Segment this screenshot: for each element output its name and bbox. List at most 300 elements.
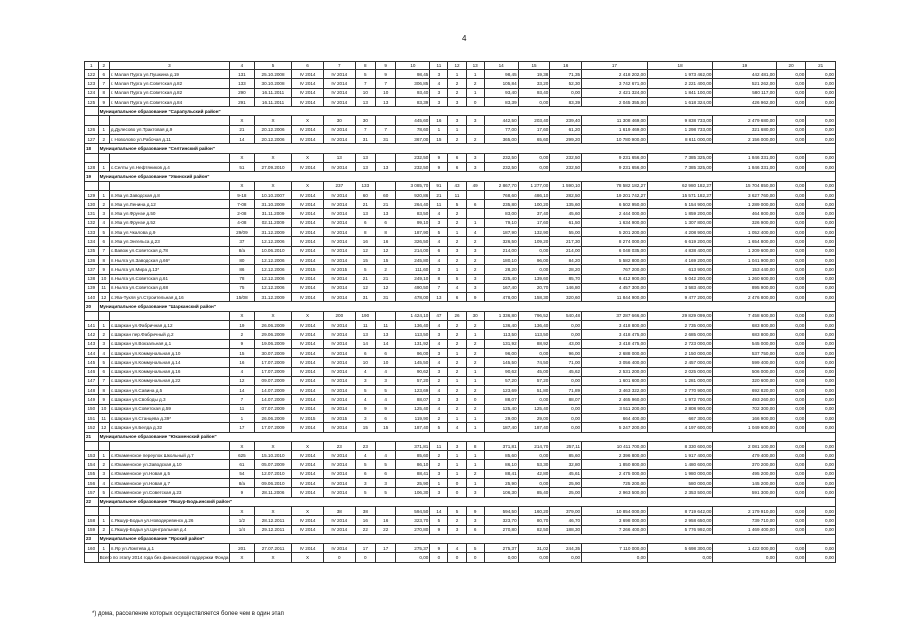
table-cell: 71,00	[550, 358, 582, 367]
column-number-cell: 10	[396, 62, 430, 70]
table-cell: 1	[448, 413, 466, 422]
table-cell: 3	[430, 97, 448, 106]
table-cell: г. Малая Пурга ул.Советская д.84	[109, 97, 229, 106]
table-cell: IV 2014	[323, 255, 355, 264]
table-cell: 19,38	[518, 70, 550, 79]
table-cell: 3 583 400,00	[647, 283, 713, 292]
table-cell: 594,50	[484, 506, 518, 515]
table-cell: 5	[430, 423, 448, 432]
table-cell: 0,00	[776, 283, 805, 292]
table-cell: 96,00	[396, 348, 430, 357]
table-cell: 0,00	[776, 125, 805, 134]
table-cell: 0,00	[776, 153, 805, 162]
table-cell: 1 619 469,00	[582, 125, 648, 134]
table-cell: 2	[448, 88, 466, 97]
table-cell: 1 052 400,00	[713, 228, 776, 237]
table-cell: IV 2015	[292, 265, 324, 274]
table-cell: 37,40	[518, 209, 550, 218]
table-cell: с.Селты ул.Нефтяников д.4	[109, 162, 229, 171]
table-cell: 111,60	[396, 265, 430, 274]
table-cell: 147	[85, 376, 99, 385]
table-cell: IV 2014	[292, 451, 324, 460]
table-cell: 5 247 200,00	[582, 423, 648, 432]
table-cell	[466, 209, 484, 218]
table-cell: 1	[98, 516, 109, 525]
table-row	[85, 413, 836, 422]
table-cell: 479 400,00	[713, 451, 776, 460]
table-cell: 158,30	[518, 293, 550, 302]
table-cell: 2 465 960,00	[582, 395, 648, 404]
table-cell: 10 411 700,00	[582, 441, 648, 450]
table-cell: 0,00	[776, 246, 805, 255]
table-cell: 12	[229, 376, 254, 385]
table-cell: 1 289 000,00	[713, 200, 776, 209]
table-cell: 4	[430, 209, 448, 218]
table-cell: X	[292, 181, 324, 190]
table-cell: 5	[376, 488, 396, 497]
table-cell: 146	[85, 367, 99, 376]
table-cell: 88,07	[550, 395, 582, 404]
table-cell: 2 685 000,00	[647, 330, 713, 339]
table-cell: 17	[229, 423, 254, 432]
table-row	[85, 339, 836, 348]
table-cell: 1	[466, 70, 484, 79]
table-cell: 6	[466, 200, 484, 209]
table-cell: 5 042 200,00	[647, 274, 713, 283]
table-cell: 188,30	[550, 525, 582, 534]
table-cell: 10	[376, 88, 396, 97]
table-cell: 667 300,00	[647, 413, 713, 422]
table-cell: 0,00	[713, 553, 776, 562]
table-cell: д.Дулесово ул.Трактовая д.9	[109, 125, 229, 134]
table-cell: 14.07.2009	[254, 395, 291, 404]
table-cell: 664 400,00	[582, 413, 648, 422]
table-cell: г. Малая Пурга ул.Советская д.82	[109, 88, 229, 97]
table-cell: X	[254, 116, 291, 125]
table-cell	[98, 153, 109, 162]
table-cell	[85, 116, 99, 125]
table-cell: 201	[229, 544, 254, 553]
table-row	[85, 479, 836, 488]
table-cell: IV 2014	[323, 190, 355, 199]
table-row	[85, 488, 836, 497]
table-cell: 291	[229, 97, 254, 106]
table-cell: 0,00	[806, 413, 836, 422]
table-cell: 49	[466, 181, 484, 190]
table-cell: 0,00	[518, 265, 550, 274]
section-title: Муниципальное образование "Якшур-Бодьинский район"	[98, 497, 835, 506]
table-cell: 09.07.2009	[254, 376, 291, 385]
table-cell: 1	[466, 479, 484, 488]
table-cell: IV 2014	[292, 162, 324, 171]
table-cell: 7	[376, 125, 396, 134]
table-cell: 0,00	[518, 97, 550, 106]
table-cell: 237	[323, 181, 355, 190]
table-cell: 3 742 671,00	[582, 79, 648, 88]
table-cell: 0,00	[776, 413, 805, 422]
table-cell: 1	[448, 228, 466, 237]
table-cell: 9	[229, 339, 254, 348]
table-row	[85, 190, 836, 199]
table-cell: 15	[229, 348, 254, 357]
table-cell: 4	[355, 395, 375, 404]
table-cell: 0	[448, 553, 466, 562]
table-cell: 131,92	[484, 339, 518, 348]
table-cell: 136,40	[518, 321, 550, 330]
table-cell: 3	[430, 70, 448, 79]
table-cell: 98,45	[484, 70, 518, 79]
table-cell: п.Нылга ул.Советская д.68	[109, 283, 229, 292]
table-cell: IV 2014	[323, 246, 355, 255]
table-cell: 3	[98, 209, 109, 218]
table-cell: 25,90	[484, 479, 518, 488]
table-cell: 0,00	[806, 237, 836, 246]
table-cell: 0,00	[806, 265, 836, 274]
table-cell: 493 260,00	[713, 395, 776, 404]
table-cell: 0,00	[806, 200, 836, 209]
table-cell: 20	[85, 302, 99, 311]
table-cell: 21	[376, 274, 396, 283]
table-cell: 85,60	[484, 451, 518, 460]
table-cell: 0,00	[806, 553, 836, 562]
table-cell: 0,00	[806, 358, 836, 367]
table-row	[85, 125, 836, 134]
table-cell	[376, 441, 396, 450]
table-cell: 0,00	[806, 181, 836, 190]
table-row	[85, 376, 836, 385]
table-cell: 11	[229, 404, 254, 413]
table-cell: 1 422 000,00	[713, 544, 776, 553]
table-cell: 1	[466, 218, 484, 227]
table-cell: 23	[323, 441, 355, 450]
table-cell: 167,40	[484, 283, 518, 292]
table-cell: IV 2014	[292, 339, 324, 348]
table-cell: 3	[430, 330, 448, 339]
table-cell: 85,70	[550, 274, 582, 283]
table-cell: 2 770 900,00	[647, 386, 713, 395]
table-cell: 28.11.2006	[254, 488, 291, 497]
table-cell: 7	[430, 283, 448, 292]
table-cell: IV 2014	[323, 488, 355, 497]
table-cell: 83,39	[484, 97, 518, 106]
table-cell: 17,60	[518, 218, 550, 227]
table-cell: 3	[355, 413, 375, 422]
table-cell: 6	[355, 469, 375, 478]
table-cell: 683 800,00	[713, 330, 776, 339]
table-cell: 113,50	[396, 330, 430, 339]
table-cell: IV 2014	[292, 469, 324, 478]
table-cell: 0,00	[806, 79, 836, 88]
table-cell: 371,81	[396, 441, 430, 450]
table-cell: 25,00	[550, 488, 582, 497]
table-cell: 0,00	[776, 367, 805, 376]
table-cell: п.Ува ул.Фрунзе д.52	[109, 218, 229, 227]
table-cell: 5	[98, 358, 109, 367]
table-cell: 1	[466, 330, 484, 339]
table-cell: 15 704 850,00	[713, 181, 776, 190]
table-cell: 4	[448, 423, 466, 432]
table-row	[85, 265, 836, 274]
table-cell: 17,60	[518, 125, 550, 134]
table-cell: IV 2015	[323, 265, 355, 274]
table-row	[85, 88, 836, 97]
table-cell: 131	[85, 209, 99, 218]
table-cell: 3	[448, 116, 466, 125]
table-cell: IV 2014	[292, 209, 324, 218]
table-cell: 3	[466, 274, 484, 283]
table-cell: 702 300,00	[713, 404, 776, 413]
table-cell: 0,00	[776, 181, 805, 190]
table-cell: 10	[98, 274, 109, 283]
table-cell: 18	[85, 144, 99, 153]
table-cell: 426 962,00	[713, 97, 776, 106]
table-cell: 1	[98, 451, 109, 460]
table-cell: 37 287 666,00	[582, 311, 648, 320]
table-cell: 3 463 322,00	[582, 386, 648, 395]
table-cell: 83,00	[484, 209, 518, 218]
table-cell: 32,80	[550, 460, 582, 469]
table-cell: 85,60	[550, 451, 582, 460]
table-cell: 3	[448, 97, 466, 106]
table-cell: 6 048 035,00	[582, 246, 648, 255]
table-cell: 141	[85, 321, 99, 330]
table-cell: 232,50	[550, 153, 582, 162]
table-cell: 22	[376, 525, 396, 534]
table-cell: 371,81	[484, 441, 518, 450]
table-cell	[376, 116, 396, 125]
table-cell: 232,50	[396, 153, 430, 162]
table-cell: 0,00	[776, 88, 805, 97]
table-row	[85, 367, 836, 376]
table-cell: 445,60	[396, 116, 430, 125]
table-cell: 3	[430, 395, 448, 404]
table-cell: 15.10.2010	[254, 451, 291, 460]
table-cell: 45,61	[550, 469, 582, 478]
table-cell: 31.12.2009	[254, 228, 291, 237]
table-cell: IV 2014	[323, 544, 355, 553]
table-cell: 2	[466, 348, 484, 357]
table-cell: 3	[376, 479, 396, 488]
table-row	[85, 423, 836, 432]
table-cell: 20,70	[518, 283, 550, 292]
table-cell: с.Юкаменское переулок Школьный д.7	[109, 451, 229, 460]
table-cell: X	[292, 311, 324, 320]
table-cell: 521 262,00	[713, 79, 776, 88]
table-cell: 21	[355, 200, 375, 209]
table-cell: 0,00	[806, 460, 836, 469]
table-cell: 4	[355, 451, 375, 460]
table-cell: 379,00	[550, 506, 582, 515]
table-cell: 2 808 900,00	[647, 404, 713, 413]
table-row	[85, 460, 836, 469]
table-cell: 8	[355, 228, 375, 237]
table-cell: 0,00	[484, 553, 518, 562]
table-row	[85, 209, 836, 218]
table-cell: 1 307 800,00	[647, 218, 713, 227]
table-cell: 2	[98, 460, 109, 469]
section-row	[85, 107, 836, 116]
table-cell: 0,00	[518, 162, 550, 171]
table-cell: 0,00	[776, 423, 805, 432]
table-cell: 5	[98, 228, 109, 237]
table-cell	[85, 181, 99, 190]
table-cell: 0	[448, 488, 466, 497]
table-cell: 21	[85, 432, 99, 441]
table-cell: 125,40	[484, 404, 518, 413]
table-cell: с.Шаркан ул.Вокзальная д.1	[109, 339, 229, 348]
table-cell: 0,00	[806, 255, 836, 264]
table-cell: 5	[430, 516, 448, 525]
table-cell: IV 2014	[292, 246, 324, 255]
table-cell: 62 980 182,27	[647, 181, 713, 190]
table-cell: 9	[376, 70, 396, 79]
table-cell: IV 2014	[323, 283, 355, 292]
table-cell: 15/08	[229, 293, 254, 302]
column-number-cell: 11	[430, 62, 448, 70]
table-cell: 506 000,00	[713, 367, 776, 376]
table-cell: 159	[85, 525, 99, 534]
table-cell: 27.07.2011	[254, 544, 291, 553]
table-cell: 0,00	[518, 451, 550, 460]
table-cell: 19 201 742,27	[582, 190, 648, 199]
table-cell: X	[254, 181, 291, 190]
table-cell: 29/09	[229, 228, 254, 237]
table-cell: 1	[466, 376, 484, 385]
table-cell: 0,00	[776, 441, 805, 450]
table-cell: 9 231 656,00	[582, 162, 648, 171]
table-cell: 464 800,00	[713, 209, 776, 218]
table-cell: 1	[466, 451, 484, 460]
table-cell: 51	[229, 162, 254, 171]
table-cell: 187,90	[484, 228, 518, 237]
table-cell: 235,80	[484, 200, 518, 209]
table-cell: 119,90	[396, 413, 430, 422]
table-cell: 46,70	[550, 516, 582, 525]
section-title: Муниципальное образование "Увинский район"	[98, 172, 835, 181]
table-cell: 2	[466, 135, 484, 144]
table-cell: 113,50	[518, 330, 550, 339]
table-cell: IV 2014	[292, 367, 324, 376]
section-title: Муниципальное образование "Шарканский район"	[98, 302, 835, 311]
table-cell: 0,00	[550, 553, 582, 562]
table-cell: 6	[98, 367, 109, 376]
table-cell: 3	[448, 525, 466, 534]
table-cell: 4	[430, 255, 448, 264]
table-cell: X	[229, 116, 254, 125]
table-cell: 166 900,00	[713, 413, 776, 422]
table-cell: 136,40	[484, 321, 518, 330]
table-cell: 22	[355, 525, 375, 534]
table-cell: 37	[229, 237, 254, 246]
table-cell: 1/4	[229, 525, 254, 534]
table-cell: 4 197 600,00	[647, 423, 713, 432]
table-cell: с.Юкаменское ул.Заводская д.10	[109, 460, 229, 469]
table-cell: 7 458 600,00	[713, 311, 776, 320]
section-row	[85, 302, 836, 311]
table-cell: 28,20	[484, 265, 518, 274]
table-cell: 1 260 600,00	[713, 274, 776, 283]
table-cell: 1 049 600,00	[713, 423, 776, 432]
table-cell: 5	[466, 544, 484, 553]
column-number-row	[85, 62, 836, 70]
table-cell: IV 2014	[323, 274, 355, 283]
table-cell: 0,00	[550, 330, 582, 339]
table-row	[85, 153, 836, 162]
table-cell: Всего по этапу 2014 года без финансовой поддержки Фонда	[98, 553, 109, 562]
table-cell	[109, 153, 229, 162]
table-cell: 23	[355, 441, 375, 450]
table-cell: 3	[448, 395, 466, 404]
table-cell: 4	[430, 321, 448, 330]
table-cell	[109, 116, 229, 125]
table-row	[85, 97, 836, 106]
table-cell: 580 117,00	[713, 88, 776, 97]
table-cell: 25.10.2008	[254, 70, 291, 79]
table-cell: 3	[430, 469, 448, 478]
table-cell: 9	[229, 488, 254, 497]
table-row	[85, 441, 836, 450]
table-cell: 31.11.2009	[254, 209, 291, 218]
table-cell: IV 2014	[323, 218, 355, 227]
table-cell: 0,00	[776, 386, 805, 395]
table-cell: 23	[85, 534, 99, 543]
table-cell: 6	[376, 469, 396, 478]
table-cell: 365,00	[484, 135, 518, 144]
table-cell: 8	[98, 88, 109, 97]
table-cell: 16.11.2011	[254, 97, 291, 106]
table-cell: 11	[448, 190, 466, 199]
table-cell: 187,40	[484, 423, 518, 432]
table-cell: 3	[355, 376, 375, 385]
table-cell: 5	[376, 386, 396, 395]
table-cell: 09.06.2010	[254, 479, 291, 488]
table-cell: IV 2014	[323, 516, 355, 525]
table-cell: 326,50	[484, 237, 518, 246]
table-cell: 895 900,00	[713, 283, 776, 292]
table-cell: 10.06.2010	[254, 246, 291, 255]
table-cell: IV 2014	[292, 525, 324, 534]
table-cell: 80	[229, 255, 254, 264]
table-cell: 77,00	[484, 125, 518, 134]
table-cell: 17	[355, 544, 375, 553]
table-cell: 14	[229, 386, 254, 395]
table-cell: IV 2014	[292, 488, 324, 497]
table-cell: 12.12.2006	[254, 265, 291, 274]
table-cell: 187,40	[518, 423, 550, 432]
table-cell: 19	[229, 321, 254, 330]
table-cell: 591 300,00	[713, 488, 776, 497]
table-cell: 75	[229, 283, 254, 292]
table-cell: 61,20	[550, 125, 582, 134]
table-cell: 1	[466, 460, 484, 469]
table-cell: 154	[85, 460, 99, 469]
table-cell: 31	[355, 293, 375, 302]
table-cell: 8 274 000,00	[582, 237, 648, 246]
table-cell: 257,11	[550, 441, 582, 450]
table-cell: IV 2014	[323, 135, 355, 144]
table-cell: 2	[466, 358, 484, 367]
table-cell: 1	[98, 125, 109, 134]
table-cell: 1	[448, 70, 466, 79]
table-cell: 2	[448, 367, 466, 376]
table-cell: 71,89	[550, 386, 582, 395]
table-cell: X	[292, 553, 324, 562]
table-cell: 0,00	[776, 255, 805, 264]
table-cell: 0,00	[806, 367, 836, 376]
table-cell	[376, 506, 396, 515]
table-cell: 16	[355, 516, 375, 525]
table-cell: 0,00	[806, 516, 836, 525]
